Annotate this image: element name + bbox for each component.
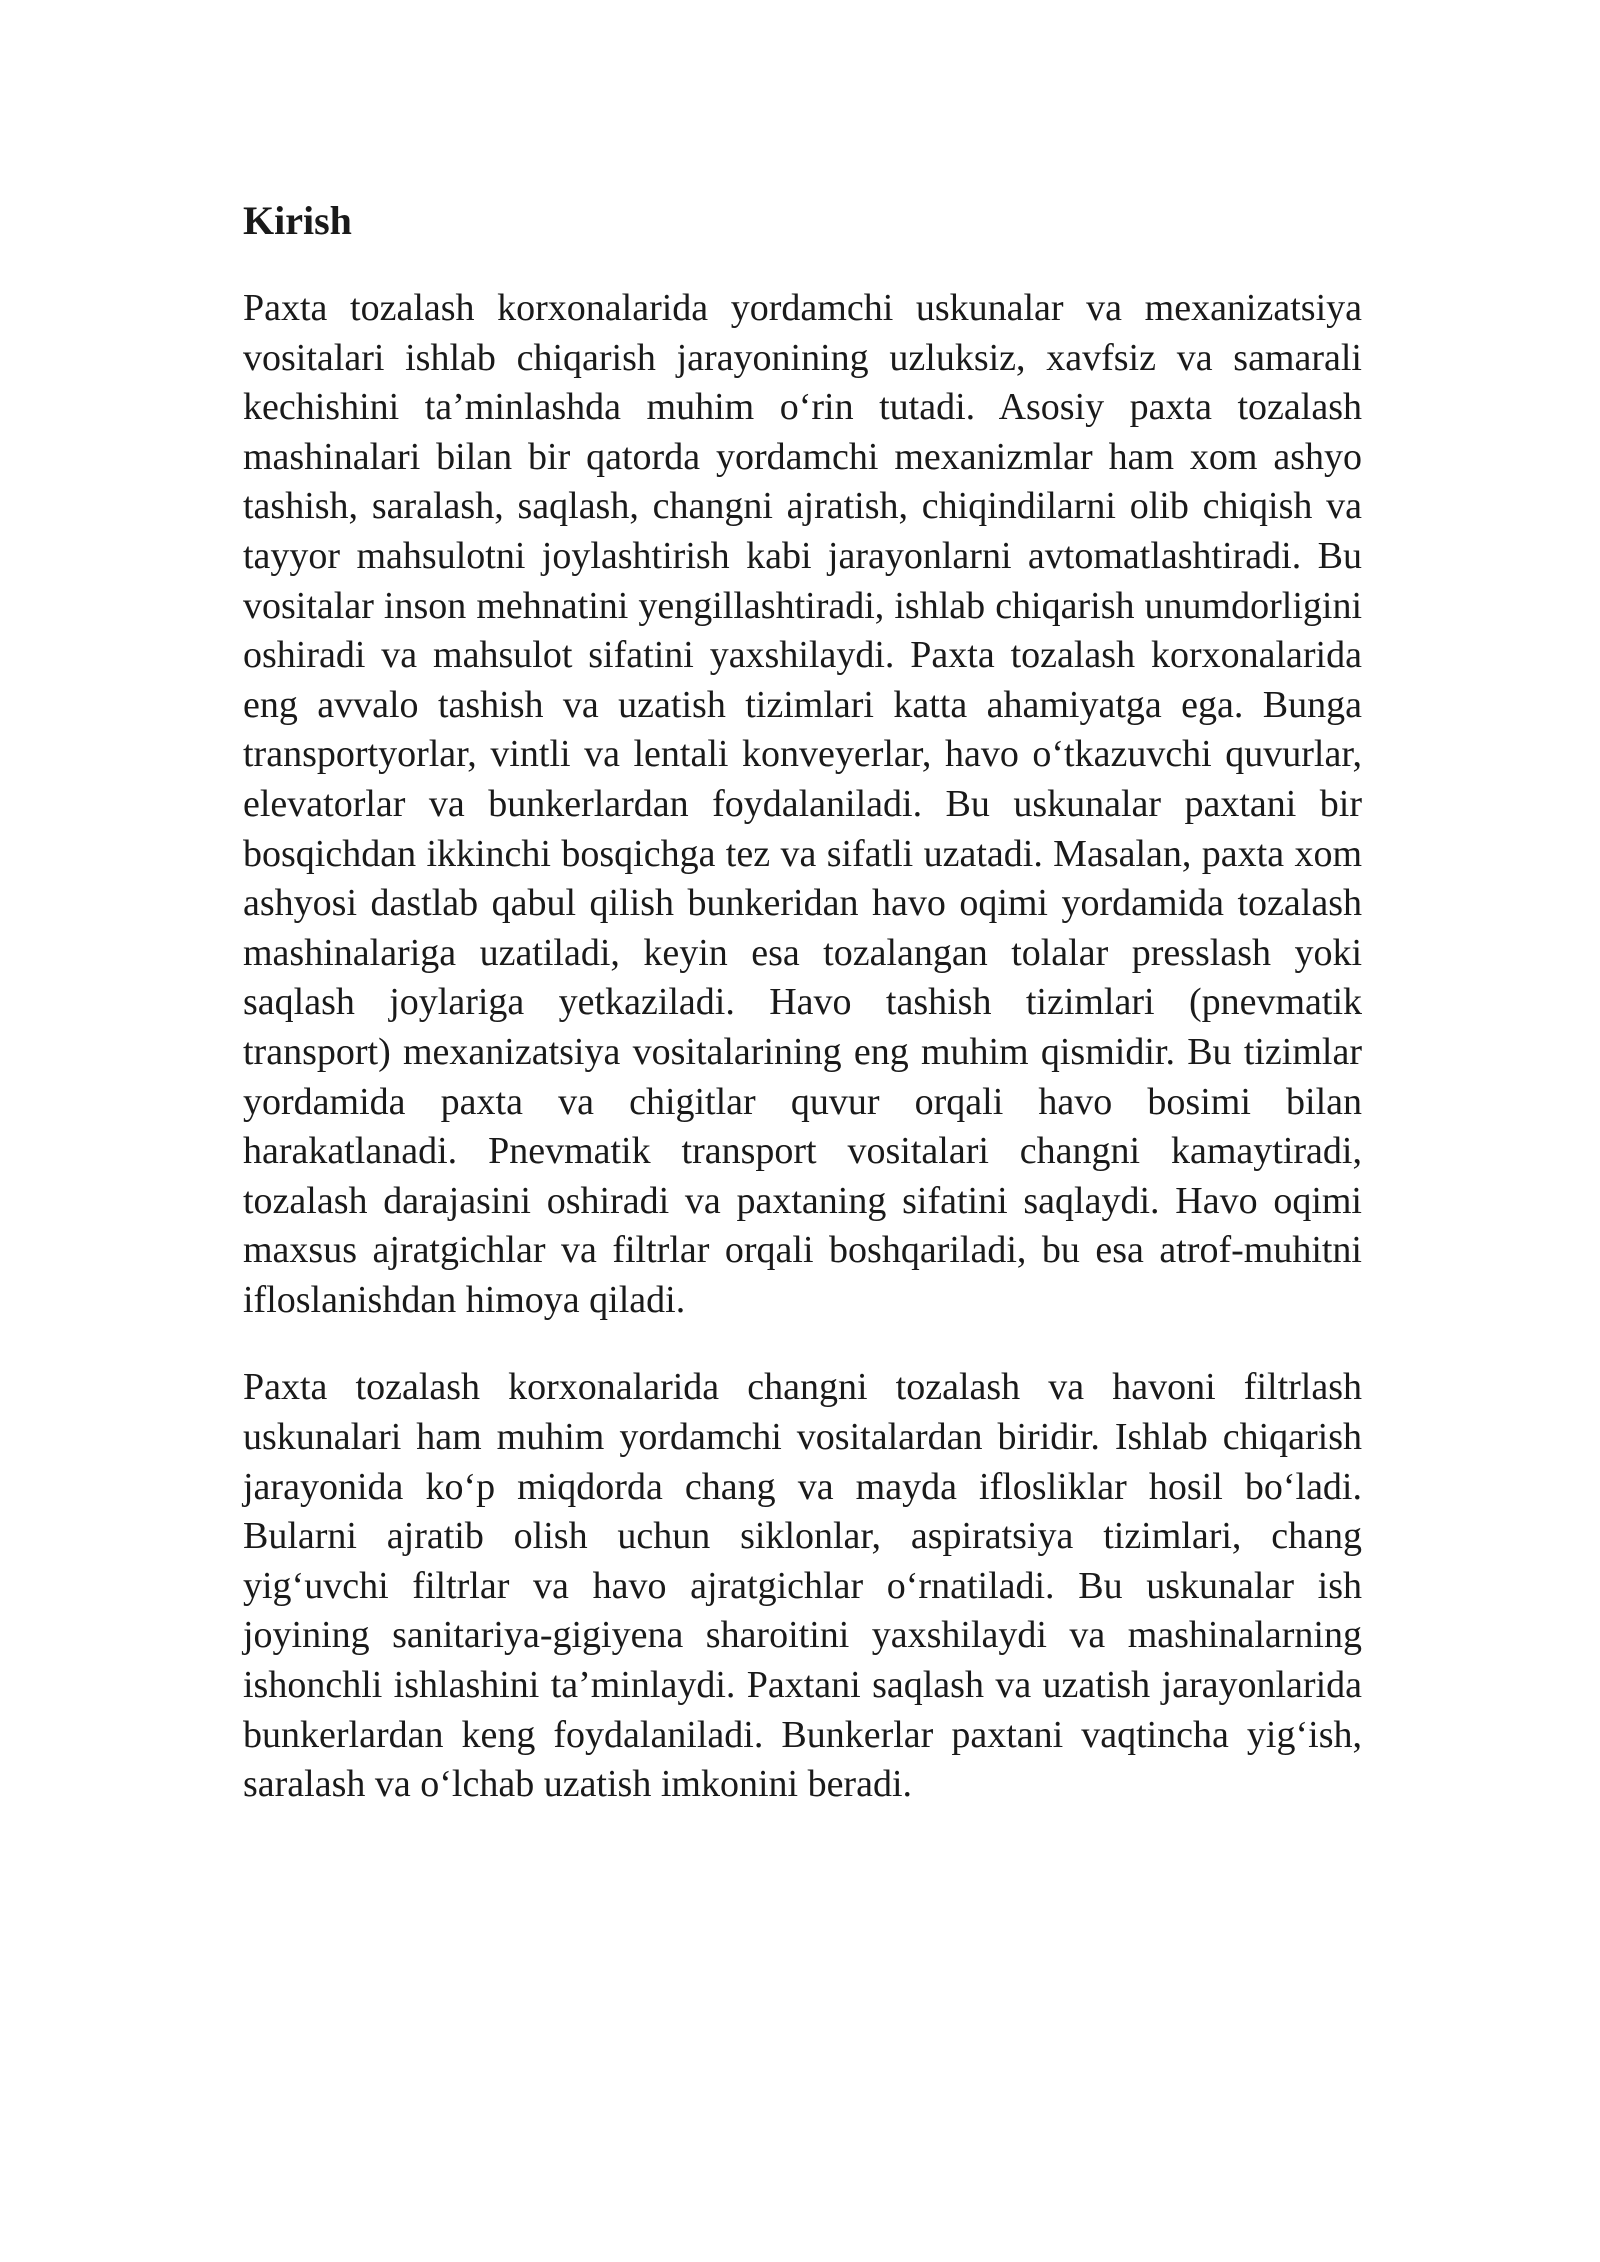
paragraph-1: Paxta tozalash korxonalarida yordamchi uskunalar va mexanizatsiya vositalari ishlab chiqarish jarayonining uzluksiz, xavfsiz va samarali kechishini ta’minlashda muhim o‘rin tutadi. Asosiy paxta tozalash mashinalari bilan bir qatorda yordamchi mexanizmlar ham xom ashyo tashish, saralash, saqlash, changni ajratish, chiqindilarni olib chiqish va tayyor mahsulotni joylashtirish kabi jarayonlarni avtomatlashtiradi. Bu vositalar inson mehnatini yengillashtiradi, ishlab chiqarish unumdorligini oshiradi va mahsulot sifatini yaxshilaydi. Paxta tozalash korxonalarida eng avvalo tashish va uzatish tizimlari katta ahamiyatga ega. Bunga transportyorlar, vintli va lentali konveyerlar, havo o‘tkazuvchi quvurlar, elevatorlar va bunkerlardan foydalaniladi. Bu uskunalar paxtani bir bosqichdan ikkinchi bosqichga tez va sifatli uzatadi. Masalan, paxta xom ashyosi dastlab qabul qilish bunkeridan havo oqimi yordamida tozalash mashinalariga uzatiladi, keyin esa tozalangan tolalar presslash yoki saqlash joylariga yetkaziladi. Havo tashish tizimlari (pnevmatik transport) mexanizatsiya vositalarining eng muhim qismidir. Bu tizimlar yordamida paxta va chigitlar quvur orqali havo bosimi bilan harakatlanadi. Pnevmatik transport vositalari changni kamaytiradi, tozalash darajasini oshiradi va paxtaning sifatini saqlaydi. Havo oqimi maxsus ajratgichlar va filtrlar orqali boshqariladi, bu esa atrof-muhitni ifloslanishdan himoya qiladi. — [243, 287, 1362, 1321]
section-heading: Kirish — [243, 198, 352, 243]
paragraph-2: Paxta tozalash korxonalarida changni tozalash va havoni filtrlash uskunalari ham muhim yordamchi vositalardan biridir. Ishlab chiqarish jarayonida ko‘p miqdorda chang va mayda iflosliklar hosil bo‘ladi. Bularni ajratib olish uchun siklonlar, aspiratsiya tizimlari, chang yig‘uvchi filtrlar va havo ajratgichlar o‘rnatiladi. Bu uskunalar ish joyining sanitariya-gigiyena sharoitini yaxshilaydi va mashinalarning ishonchli ishlashini ta’minlaydi. Paxtani saqlash va uzatish jarayonlarida bunkerlardan keng foydalaniladi. Bunkerlar paxtani vaqtincha yig‘ish, saralash va o‘lchab uzatish imkonini beradi. — [243, 1366, 1362, 1806]
